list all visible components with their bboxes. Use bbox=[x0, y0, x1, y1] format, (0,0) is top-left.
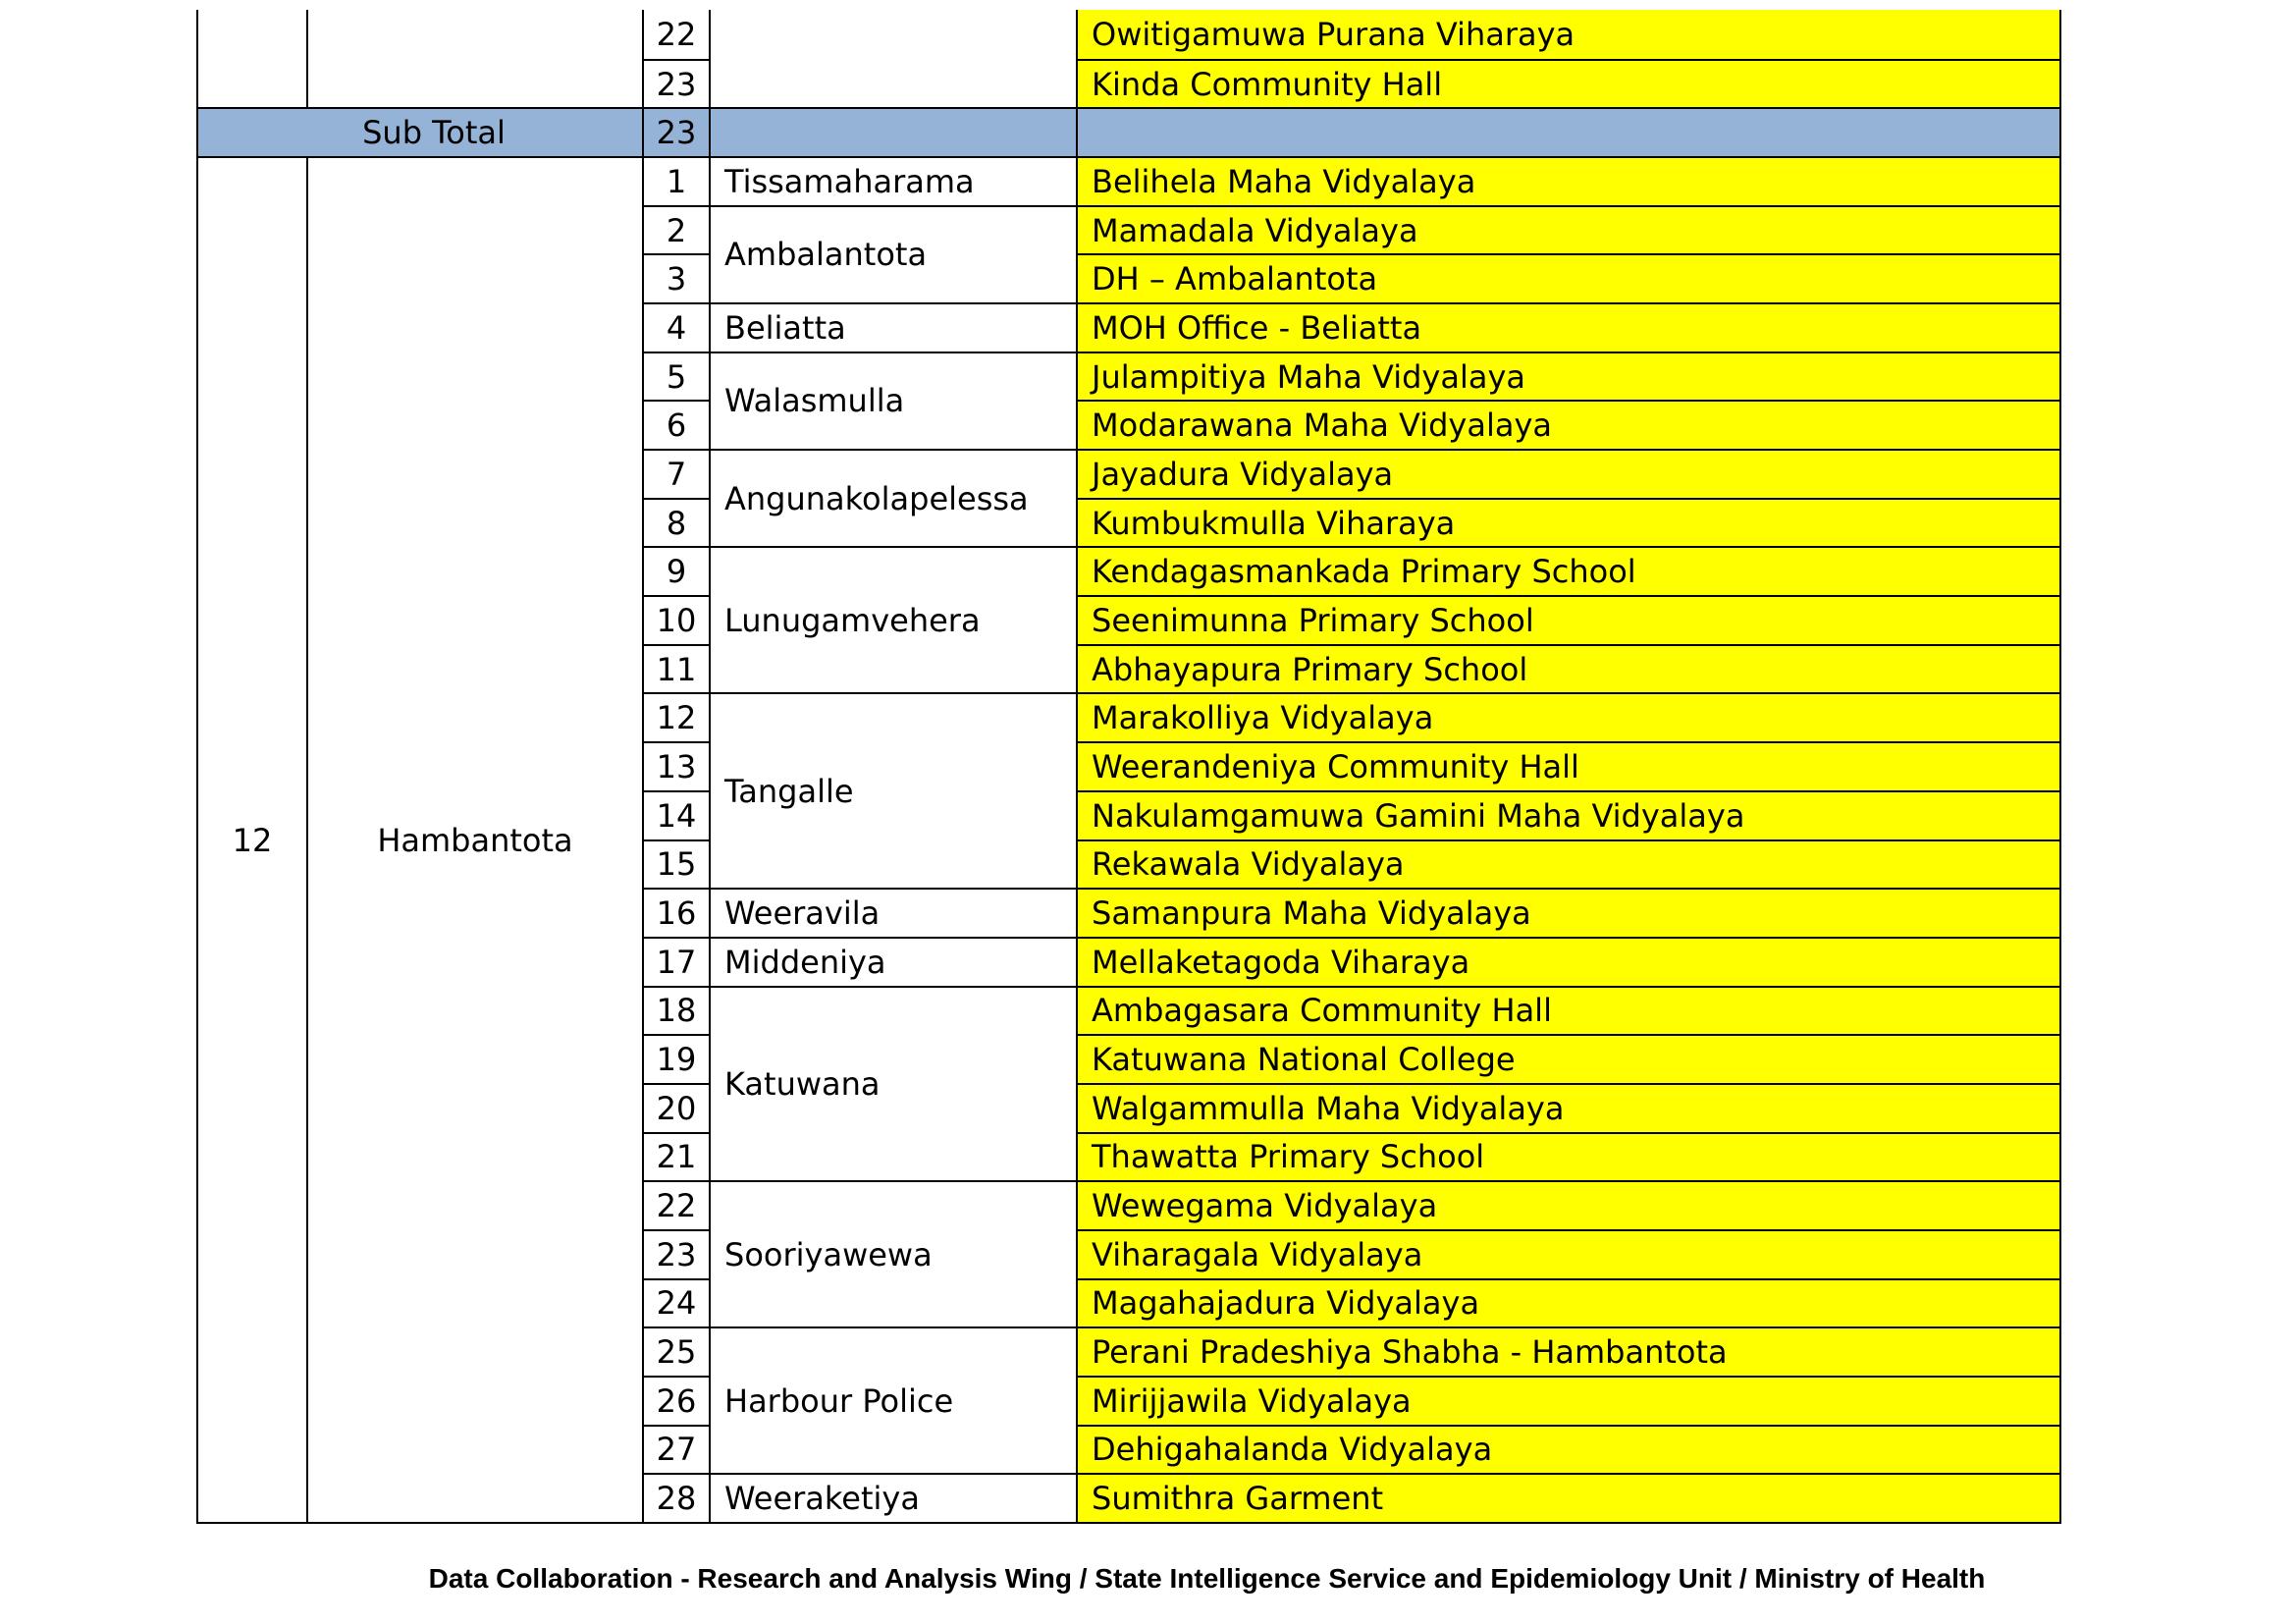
moh-area: Angunakolapelessa bbox=[709, 449, 1076, 546]
location-cell: Samanpura Maha Vidyalaya bbox=[1076, 888, 2061, 937]
location-cell: Weerandeniya Community Hall bbox=[1076, 741, 2061, 790]
row-number: 12 bbox=[642, 692, 709, 741]
location-cell: Belihela Maha Vidyalaya bbox=[1076, 156, 2061, 205]
row-number: 11 bbox=[642, 644, 709, 693]
row-number: 9 bbox=[642, 546, 709, 595]
row-number: 6 bbox=[642, 400, 709, 449]
moh-area: Sooriyawewa bbox=[709, 1180, 1076, 1326]
location-cell: Wewegama Vidyalaya bbox=[1076, 1180, 2061, 1229]
row-number: 1 bbox=[642, 156, 709, 205]
moh-cell-continued bbox=[709, 10, 1076, 107]
location-cell: Walgammulla Maha Vidyalaya bbox=[1076, 1083, 2061, 1132]
subtotal-moh-blank bbox=[709, 107, 1076, 156]
location-cell: Magahajadura Vidyalaya bbox=[1076, 1278, 2061, 1327]
location-cell: MOH Office - Beliatta bbox=[1076, 302, 2061, 352]
moh-area: Beliatta bbox=[709, 302, 1076, 352]
location-cell: Seenimunna Primary School bbox=[1076, 595, 2061, 644]
moh-area: Tangalle bbox=[709, 692, 1076, 888]
moh-area: Weeravila bbox=[709, 888, 1076, 937]
row-number: 4 bbox=[642, 302, 709, 352]
row-number: 20 bbox=[642, 1083, 709, 1132]
location-cell: Modarawana Maha Vidyalaya bbox=[1076, 400, 2061, 449]
row-number: 23 bbox=[642, 59, 709, 108]
row-number: 16 bbox=[642, 888, 709, 937]
row-number: 15 bbox=[642, 839, 709, 889]
row-number: 3 bbox=[642, 253, 709, 302]
location-cell: Kumbukmulla Viharaya bbox=[1076, 498, 2061, 547]
location-cell: Mamadala Vidyalaya bbox=[1076, 205, 2061, 254]
location-cell: Mellaketagoda Viharaya bbox=[1076, 937, 2061, 986]
location-cell: Thawatta Primary School bbox=[1076, 1132, 2061, 1181]
location-cell: Dehigahalanda Vidyalaya bbox=[1076, 1425, 2061, 1474]
row-number: 22 bbox=[642, 1180, 709, 1229]
location-cell: Marakolliya Vidyalaya bbox=[1076, 692, 2061, 741]
row-number: 10 bbox=[642, 595, 709, 644]
row-number: 2 bbox=[642, 205, 709, 254]
district-cell-continued bbox=[306, 10, 642, 107]
location-cell: Viharagala Vidyalaya bbox=[1076, 1229, 2061, 1278]
row-number: 8 bbox=[642, 498, 709, 547]
row-number: 25 bbox=[642, 1326, 709, 1376]
moh-area: Katuwana bbox=[709, 986, 1076, 1181]
location-cell: Katuwana National College bbox=[1076, 1034, 2061, 1083]
row-number: 17 bbox=[642, 937, 709, 986]
row-number: 24 bbox=[642, 1278, 709, 1327]
row-number: 7 bbox=[642, 449, 709, 498]
row-number: 28 bbox=[642, 1473, 709, 1522]
row-number: 13 bbox=[642, 741, 709, 790]
moh-area: Harbour Police bbox=[709, 1326, 1076, 1473]
location-cell: Rekawala Vidyalaya bbox=[1076, 839, 2061, 889]
location-cell: Abhayapura Primary School bbox=[1076, 644, 2061, 693]
moh-area: Middeniya bbox=[709, 937, 1076, 986]
location-cell: Sumithra Garment bbox=[1076, 1473, 2061, 1522]
location-cell: Mirijjawila Vidyalaya bbox=[1076, 1376, 2061, 1425]
centers-table bbox=[196, 10, 2061, 1524]
row-number: 14 bbox=[642, 790, 709, 839]
row-number: 18 bbox=[642, 986, 709, 1035]
moh-area: Ambalantota bbox=[709, 205, 1076, 302]
row-number: 21 bbox=[642, 1132, 709, 1181]
subtotal-location-blank bbox=[1076, 107, 2061, 156]
location-cell: Owitigamuwa Purana Viharaya bbox=[1076, 10, 2061, 59]
serial-cell-continued bbox=[196, 10, 306, 107]
location-cell: Ambagasara Community Hall bbox=[1076, 986, 2061, 1035]
subtotal-label: Sub Total bbox=[196, 107, 642, 156]
subtotal-value: 23 bbox=[642, 107, 709, 156]
footer-credit: Data Collaboration - Research and Analysis Wing / State Intelligence Service and Epidemiology Unit / Ministry of Health bbox=[428, 1563, 1986, 1594]
moh-area: Tissamaharama bbox=[709, 156, 1076, 205]
row-number: 27 bbox=[642, 1425, 709, 1474]
location-cell: DH – Ambalantota bbox=[1076, 253, 2061, 302]
location-cell: Kendagasmankada Primary School bbox=[1076, 546, 2061, 595]
row-number: 23 bbox=[642, 1229, 709, 1278]
row-number: 26 bbox=[642, 1376, 709, 1425]
moh-area: Walasmulla bbox=[709, 352, 1076, 449]
row-number: 19 bbox=[642, 1034, 709, 1083]
row-number: 22 bbox=[642, 10, 709, 59]
location-cell: Nakulamgamuwa Gamini Maha Vidyalaya bbox=[1076, 790, 2061, 839]
location-cell: Perani Pradeshiya Shabha - Hambantota bbox=[1076, 1326, 2061, 1376]
location-cell: Jayadura Vidyalaya bbox=[1076, 449, 2061, 498]
moh-area: Lunugamvehera bbox=[709, 546, 1076, 692]
district-name: Hambantota bbox=[306, 156, 642, 1522]
district-serial: 12 bbox=[196, 156, 306, 1522]
moh-area: Weeraketiya bbox=[709, 1473, 1076, 1522]
row-number: 5 bbox=[642, 352, 709, 401]
location-cell: Kinda Community Hall bbox=[1076, 59, 2061, 108]
location-cell: Julampitiya Maha Vidyalaya bbox=[1076, 352, 2061, 401]
